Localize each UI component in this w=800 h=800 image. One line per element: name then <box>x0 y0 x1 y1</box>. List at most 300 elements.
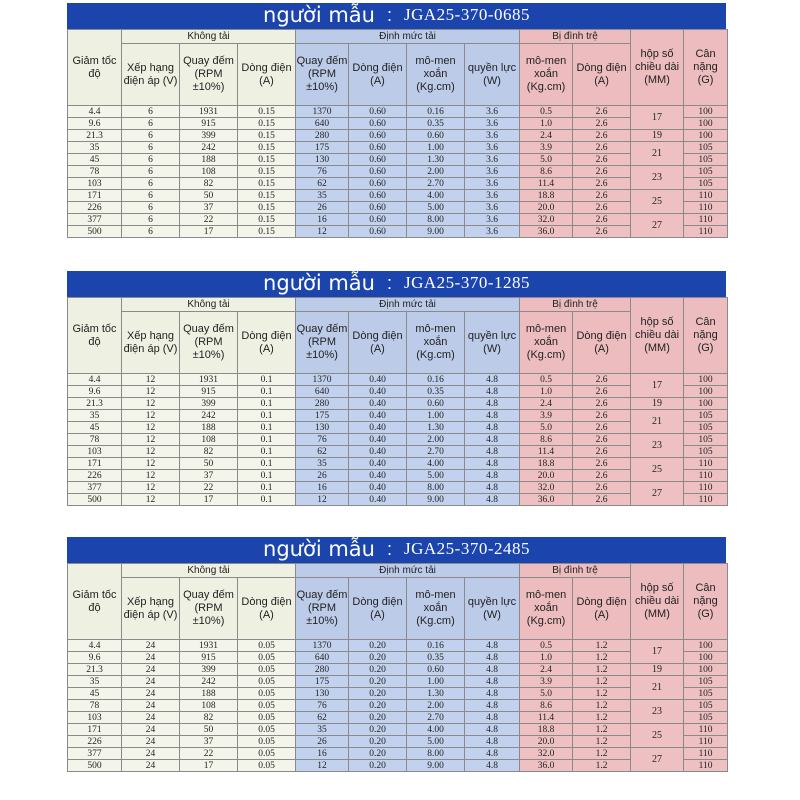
cell-r-torque: 4.00 <box>407 190 465 202</box>
cell-nl-speed: 915 <box>180 386 238 398</box>
header-rated-torque: mô-men xoắn (Kg.cm) <box>407 44 465 106</box>
cell-nl-current: 0.15 <box>238 202 296 214</box>
cell-r-current: 0.60 <box>349 226 407 238</box>
cell-nl-speed: 915 <box>180 652 238 664</box>
cell-s-torque: 11.4 <box>520 712 573 724</box>
cell-r-current: 0.60 <box>349 142 407 154</box>
cell-s-current: 2.6 <box>573 374 631 386</box>
cell-weight: 105 <box>684 178 728 190</box>
table-row <box>68 106 728 118</box>
cell-nl-current: 0.05 <box>238 712 296 724</box>
model-label: người mẫu <box>263 537 375 561</box>
cell-ratio: 45 <box>68 688 122 700</box>
group-no-load: Không tải <box>122 30 296 44</box>
cell-ratio: 103 <box>68 178 122 190</box>
cell-s-current: 1.2 <box>573 688 631 700</box>
cell-power: 3.6 <box>465 202 520 214</box>
cell-gearbox-length: 27 <box>631 214 684 238</box>
cell-s-current: 2.6 <box>573 154 631 166</box>
cell-nl-current: 0.05 <box>238 688 296 700</box>
cell-r-speed: 26 <box>296 470 349 482</box>
cell-weight: 105 <box>684 422 728 434</box>
cell-r-speed: 76 <box>296 166 349 178</box>
cell-r-current: 0.60 <box>349 166 407 178</box>
cell-r-speed: 1370 <box>296 374 349 386</box>
cell-gearbox-length: 17 <box>631 106 684 130</box>
group-rated-load: Định mức tải <box>296 564 520 578</box>
cell-gearbox-length: 19 <box>631 130 684 142</box>
cell-power: 4.8 <box>465 458 520 470</box>
header-stall-torque: mô-men xoắn (Kg.cm) <box>520 312 573 374</box>
cell-r-current: 0.20 <box>349 724 407 736</box>
cell-s-torque: 8.6 <box>520 166 573 178</box>
cell-r-torque: 9.00 <box>407 760 465 772</box>
cell-r-torque: 1.30 <box>407 422 465 434</box>
header-weight: Cân nặng (G) <box>684 564 728 640</box>
column-header-row <box>68 44 728 106</box>
cell-weight: 110 <box>684 748 728 760</box>
cell-voltage: 12 <box>122 482 180 494</box>
cell-r-torque: 0.16 <box>407 106 465 118</box>
cell-voltage: 24 <box>122 736 180 748</box>
cell-nl-current: 0.05 <box>238 724 296 736</box>
cell-ratio: 4.4 <box>68 374 122 386</box>
cell-r-torque: 8.00 <box>407 482 465 494</box>
cell-weight: 105 <box>684 154 728 166</box>
header-ratio: Giảm tốc độ <box>68 298 122 374</box>
header-rated-speed: Quay đếm (RPM ±10%) <box>296 578 349 640</box>
cell-r-current: 0.40 <box>349 482 407 494</box>
cell-r-torque: 5.00 <box>407 470 465 482</box>
cell-s-current: 1.2 <box>573 736 631 748</box>
header-weight: Cân nặng (G) <box>684 298 728 374</box>
cell-r-current: 0.20 <box>349 700 407 712</box>
cell-ratio: 45 <box>68 422 122 434</box>
cell-s-torque: 20.0 <box>520 202 573 214</box>
cell-voltage: 12 <box>122 494 180 506</box>
cell-ratio: 500 <box>68 760 122 772</box>
cell-nl-speed: 82 <box>180 712 238 724</box>
cell-power: 4.8 <box>465 712 520 724</box>
cell-power: 3.6 <box>465 106 520 118</box>
cell-s-torque: 2.4 <box>520 130 573 142</box>
cell-power: 4.8 <box>465 688 520 700</box>
cell-s-current: 1.2 <box>573 676 631 688</box>
cell-r-speed: 130 <box>296 154 349 166</box>
cell-power: 3.6 <box>465 166 520 178</box>
cell-r-speed: 16 <box>296 214 349 226</box>
cell-r-current: 0.60 <box>349 214 407 226</box>
cell-s-current: 1.2 <box>573 748 631 760</box>
cell-nl-current: 0.05 <box>238 640 296 652</box>
cell-r-torque: 1.30 <box>407 688 465 700</box>
cell-voltage: 24 <box>122 724 180 736</box>
cell-s-torque: 0.5 <box>520 640 573 652</box>
cell-r-torque: 4.00 <box>407 458 465 470</box>
cell-weight: 100 <box>684 374 728 386</box>
table-row <box>68 494 728 506</box>
cell-ratio: 103 <box>68 446 122 458</box>
cell-s-current: 2.6 <box>573 166 631 178</box>
cell-nl-speed: 1931 <box>180 106 238 118</box>
cell-r-torque: 1.30 <box>407 154 465 166</box>
cell-r-torque: 2.00 <box>407 700 465 712</box>
cell-ratio: 21.3 <box>68 664 122 676</box>
cell-nl-speed: 1931 <box>180 374 238 386</box>
cell-ratio: 171 <box>68 724 122 736</box>
cell-nl-current: 0.1 <box>238 470 296 482</box>
cell-nl-speed: 108 <box>180 700 238 712</box>
group-header-row <box>68 564 728 578</box>
cell-gearbox-length: 23 <box>631 700 684 724</box>
cell-s-current: 2.6 <box>573 190 631 202</box>
cell-weight: 110 <box>684 494 728 506</box>
cell-s-torque: 11.4 <box>520 446 573 458</box>
header-power: quyền lực (W) <box>465 578 520 640</box>
cell-power: 4.8 <box>465 700 520 712</box>
cell-r-speed: 35 <box>296 458 349 470</box>
cell-r-current: 0.60 <box>349 154 407 166</box>
cell-r-speed: 1370 <box>296 106 349 118</box>
cell-r-torque: 1.00 <box>407 410 465 422</box>
cell-nl-current: 0.05 <box>238 652 296 664</box>
cell-r-current: 0.60 <box>349 106 407 118</box>
cell-voltage: 24 <box>122 676 180 688</box>
cell-r-torque: 2.70 <box>407 446 465 458</box>
cell-gearbox-length: 19 <box>631 664 684 676</box>
cell-power: 3.6 <box>465 142 520 154</box>
cell-nl-current: 0.1 <box>238 410 296 422</box>
cell-nl-speed: 399 <box>180 398 238 410</box>
cell-s-torque: 32.0 <box>520 748 573 760</box>
cell-r-torque: 5.00 <box>407 202 465 214</box>
cell-nl-current: 0.15 <box>238 154 296 166</box>
table-row <box>68 410 728 422</box>
cell-r-current: 0.40 <box>349 386 407 398</box>
cell-r-speed: 1370 <box>296 640 349 652</box>
cell-nl-speed: 17 <box>180 760 238 772</box>
cell-s-current: 2.6 <box>573 434 631 446</box>
cell-nl-current: 0.15 <box>238 166 296 178</box>
cell-weight: 105 <box>684 688 728 700</box>
cell-weight: 100 <box>684 106 728 118</box>
cell-weight: 110 <box>684 190 728 202</box>
cell-voltage: 24 <box>122 664 180 676</box>
cell-power: 4.8 <box>465 422 520 434</box>
cell-power: 4.8 <box>465 494 520 506</box>
cell-r-torque: 8.00 <box>407 214 465 226</box>
cell-r-speed: 640 <box>296 118 349 130</box>
cell-nl-current: 0.1 <box>238 398 296 410</box>
cell-r-current: 0.20 <box>349 712 407 724</box>
cell-nl-speed: 188 <box>180 154 238 166</box>
cell-nl-speed: 37 <box>180 736 238 748</box>
header-stall-current: Dòng điện (A) <box>573 312 631 374</box>
cell-power: 4.8 <box>465 398 520 410</box>
header-stall-current: Dòng điện (A) <box>573 578 631 640</box>
cell-r-torque: 1.00 <box>407 676 465 688</box>
cell-power: 4.8 <box>465 652 520 664</box>
cell-s-torque: 3.9 <box>520 142 573 154</box>
cell-weight: 110 <box>684 736 728 748</box>
cell-nl-current: 0.15 <box>238 190 296 202</box>
cell-nl-speed: 108 <box>180 434 238 446</box>
table-row <box>68 664 728 676</box>
cell-s-current: 2.6 <box>573 106 631 118</box>
cell-r-speed: 12 <box>296 760 349 772</box>
spec-table <box>67 297 728 506</box>
cell-s-current: 2.6 <box>573 422 631 434</box>
cell-voltage: 24 <box>122 712 180 724</box>
cell-s-torque: 3.9 <box>520 676 573 688</box>
cell-ratio: 9.6 <box>68 652 122 664</box>
cell-power: 3.6 <box>465 154 520 166</box>
table-row <box>68 202 728 214</box>
cell-power: 4.8 <box>465 724 520 736</box>
cell-s-current: 2.6 <box>573 202 631 214</box>
cell-r-current: 0.40 <box>349 398 407 410</box>
cell-weight: 110 <box>684 724 728 736</box>
cell-s-torque: 2.4 <box>520 664 573 676</box>
table-row <box>68 458 728 470</box>
cell-voltage: 12 <box>122 410 180 422</box>
table-row <box>68 736 728 748</box>
cell-gearbox-length: 17 <box>631 374 684 398</box>
cell-s-current: 2.6 <box>573 494 631 506</box>
cell-gearbox-length: 27 <box>631 748 684 772</box>
cell-power: 4.8 <box>465 676 520 688</box>
cell-nl-current: 0.05 <box>238 664 296 676</box>
cell-weight: 110 <box>684 470 728 482</box>
cell-nl-speed: 108 <box>180 166 238 178</box>
cell-s-current: 2.6 <box>573 398 631 410</box>
cell-voltage: 12 <box>122 422 180 434</box>
cell-nl-current: 0.15 <box>238 142 296 154</box>
cell-ratio: 21.3 <box>68 398 122 410</box>
table-row <box>68 118 728 130</box>
table-row <box>68 446 728 458</box>
cell-r-current: 0.40 <box>349 458 407 470</box>
cell-power: 3.6 <box>465 118 520 130</box>
group-stall: Bị đình trệ <box>520 30 631 44</box>
cell-s-torque: 3.9 <box>520 410 573 422</box>
cell-r-speed: 130 <box>296 422 349 434</box>
cell-r-speed: 12 <box>296 226 349 238</box>
cell-ratio: 78 <box>68 166 122 178</box>
cell-voltage: 6 <box>122 142 180 154</box>
cell-power: 4.8 <box>465 386 520 398</box>
cell-nl-current: 0.1 <box>238 482 296 494</box>
column-header-row <box>68 312 728 374</box>
cell-gearbox-length: 25 <box>631 190 684 214</box>
table-row <box>68 712 728 724</box>
cell-s-current: 2.6 <box>573 214 631 226</box>
cell-s-torque: 1.0 <box>520 386 573 398</box>
header-power: quyền lực (W) <box>465 312 520 374</box>
cell-r-speed: 26 <box>296 736 349 748</box>
model-separator: : <box>386 4 392 25</box>
cell-ratio: 78 <box>68 434 122 446</box>
table-row <box>68 154 728 166</box>
cell-nl-current: 0.1 <box>238 434 296 446</box>
group-no-load: Không tải <box>122 298 296 312</box>
cell-weight: 110 <box>684 482 728 494</box>
table-row <box>68 760 728 772</box>
cell-r-current: 0.40 <box>349 470 407 482</box>
cell-nl-speed: 50 <box>180 724 238 736</box>
cell-nl-speed: 399 <box>180 664 238 676</box>
cell-nl-current: 0.15 <box>238 106 296 118</box>
spec-table <box>67 563 728 772</box>
cell-ratio: 171 <box>68 190 122 202</box>
cell-voltage: 6 <box>122 166 180 178</box>
header-gearbox-length: hộp số chiều dài (MM) <box>631 564 684 640</box>
cell-r-current: 0.60 <box>349 202 407 214</box>
cell-ratio: 35 <box>68 142 122 154</box>
cell-r-torque: 2.00 <box>407 166 465 178</box>
cell-ratio: 9.6 <box>68 118 122 130</box>
cell-weight: 105 <box>684 676 728 688</box>
cell-r-speed: 280 <box>296 664 349 676</box>
cell-s-current: 2.6 <box>573 386 631 398</box>
cell-voltage: 12 <box>122 398 180 410</box>
header-ratio: Giảm tốc độ <box>68 564 122 640</box>
cell-nl-speed: 37 <box>180 202 238 214</box>
table-row <box>68 724 728 736</box>
cell-gearbox-length: 21 <box>631 676 684 700</box>
cell-ratio: 377 <box>68 482 122 494</box>
group-header-row <box>68 298 728 312</box>
table-row <box>68 214 728 226</box>
cell-r-speed: 175 <box>296 142 349 154</box>
cell-s-torque: 20.0 <box>520 736 573 748</box>
header-voltage: Xếp hạng điện áp (V) <box>122 44 180 106</box>
model-separator: : <box>386 272 392 293</box>
cell-s-torque: 8.6 <box>520 434 573 446</box>
cell-r-torque: 2.70 <box>407 712 465 724</box>
cell-s-current: 2.6 <box>573 178 631 190</box>
cell-s-current: 2.6 <box>573 458 631 470</box>
header-rated-speed: Quay đếm (RPM ±10%) <box>296 312 349 374</box>
cell-s-current: 1.2 <box>573 652 631 664</box>
cell-r-torque: 4.00 <box>407 724 465 736</box>
cell-ratio: 377 <box>68 214 122 226</box>
cell-power: 4.8 <box>465 446 520 458</box>
cell-r-speed: 12 <box>296 494 349 506</box>
header-stall-current: Dòng điện (A) <box>573 44 631 106</box>
group-rated-load: Định mức tải <box>296 30 520 44</box>
table-row <box>68 676 728 688</box>
cell-r-speed: 640 <box>296 386 349 398</box>
group-stall: Bị đình trệ <box>520 298 631 312</box>
cell-r-speed: 35 <box>296 724 349 736</box>
cell-r-speed: 280 <box>296 398 349 410</box>
cell-voltage: 12 <box>122 374 180 386</box>
cell-nl-current: 0.1 <box>238 446 296 458</box>
cell-gearbox-length: 23 <box>631 434 684 458</box>
cell-r-torque: 5.00 <box>407 736 465 748</box>
cell-nl-speed: 50 <box>180 190 238 202</box>
cell-r-speed: 640 <box>296 652 349 664</box>
cell-power: 3.6 <box>465 178 520 190</box>
table-row <box>68 652 728 664</box>
cell-s-torque: 20.0 <box>520 470 573 482</box>
model-label: người mẫu <box>263 271 375 295</box>
cell-s-current: 2.6 <box>573 130 631 142</box>
cell-nl-speed: 1931 <box>180 640 238 652</box>
cell-nl-speed: 82 <box>180 446 238 458</box>
cell-weight: 100 <box>684 130 728 142</box>
cell-r-current: 0.20 <box>349 676 407 688</box>
header-noload-speed: Quay đếm (RPM ±10%) <box>180 312 238 374</box>
cell-s-torque: 5.0 <box>520 688 573 700</box>
table-row <box>68 398 728 410</box>
cell-nl-speed: 399 <box>180 130 238 142</box>
cell-weight: 105 <box>684 712 728 724</box>
cell-r-torque: 0.35 <box>407 118 465 130</box>
table-row <box>68 142 728 154</box>
cell-voltage: 12 <box>122 446 180 458</box>
model-banner <box>67 271 726 297</box>
cell-voltage: 6 <box>122 214 180 226</box>
model-code: JGA25-370-2485 <box>403 539 530 558</box>
table-row <box>68 482 728 494</box>
cell-r-torque: 2.70 <box>407 178 465 190</box>
cell-nl-speed: 22 <box>180 482 238 494</box>
cell-s-torque: 2.4 <box>520 398 573 410</box>
cell-ratio: 35 <box>68 410 122 422</box>
cell-power: 4.8 <box>465 760 520 772</box>
group-header-row <box>68 30 728 44</box>
cell-power: 4.8 <box>465 664 520 676</box>
header-power: quyền lực (W) <box>465 44 520 106</box>
cell-voltage: 24 <box>122 700 180 712</box>
cell-voltage: 6 <box>122 202 180 214</box>
cell-s-torque: 11.4 <box>520 178 573 190</box>
cell-ratio: 226 <box>68 202 122 214</box>
cell-r-current: 0.20 <box>349 736 407 748</box>
cell-voltage: 12 <box>122 434 180 446</box>
cell-weight: 110 <box>684 760 728 772</box>
cell-r-current: 0.40 <box>349 410 407 422</box>
cell-r-current: 0.20 <box>349 640 407 652</box>
cell-ratio: 171 <box>68 458 122 470</box>
header-noload-speed: Quay đếm (RPM ±10%) <box>180 44 238 106</box>
header-stall-torque: mô-men xoắn (Kg.cm) <box>520 578 573 640</box>
cell-r-current: 0.20 <box>349 688 407 700</box>
cell-nl-speed: 22 <box>180 214 238 226</box>
cell-ratio: 377 <box>68 748 122 760</box>
table-row <box>68 470 728 482</box>
cell-weight: 105 <box>684 142 728 154</box>
cell-weight: 110 <box>684 226 728 238</box>
model-banner <box>67 3 726 29</box>
cell-power: 4.8 <box>465 434 520 446</box>
cell-nl-current: 0.1 <box>238 386 296 398</box>
cell-gearbox-length: 27 <box>631 482 684 506</box>
cell-ratio: 45 <box>68 154 122 166</box>
cell-power: 4.8 <box>465 736 520 748</box>
cell-ratio: 21.3 <box>68 130 122 142</box>
cell-r-speed: 62 <box>296 446 349 458</box>
cell-gearbox-length: 19 <box>631 398 684 410</box>
table-row <box>68 640 728 652</box>
header-rated-current: Dòng điện (A) <box>349 312 407 374</box>
table-row <box>68 166 728 178</box>
cell-ratio: 4.4 <box>68 106 122 118</box>
cell-r-current: 0.60 <box>349 190 407 202</box>
cell-nl-speed: 915 <box>180 118 238 130</box>
